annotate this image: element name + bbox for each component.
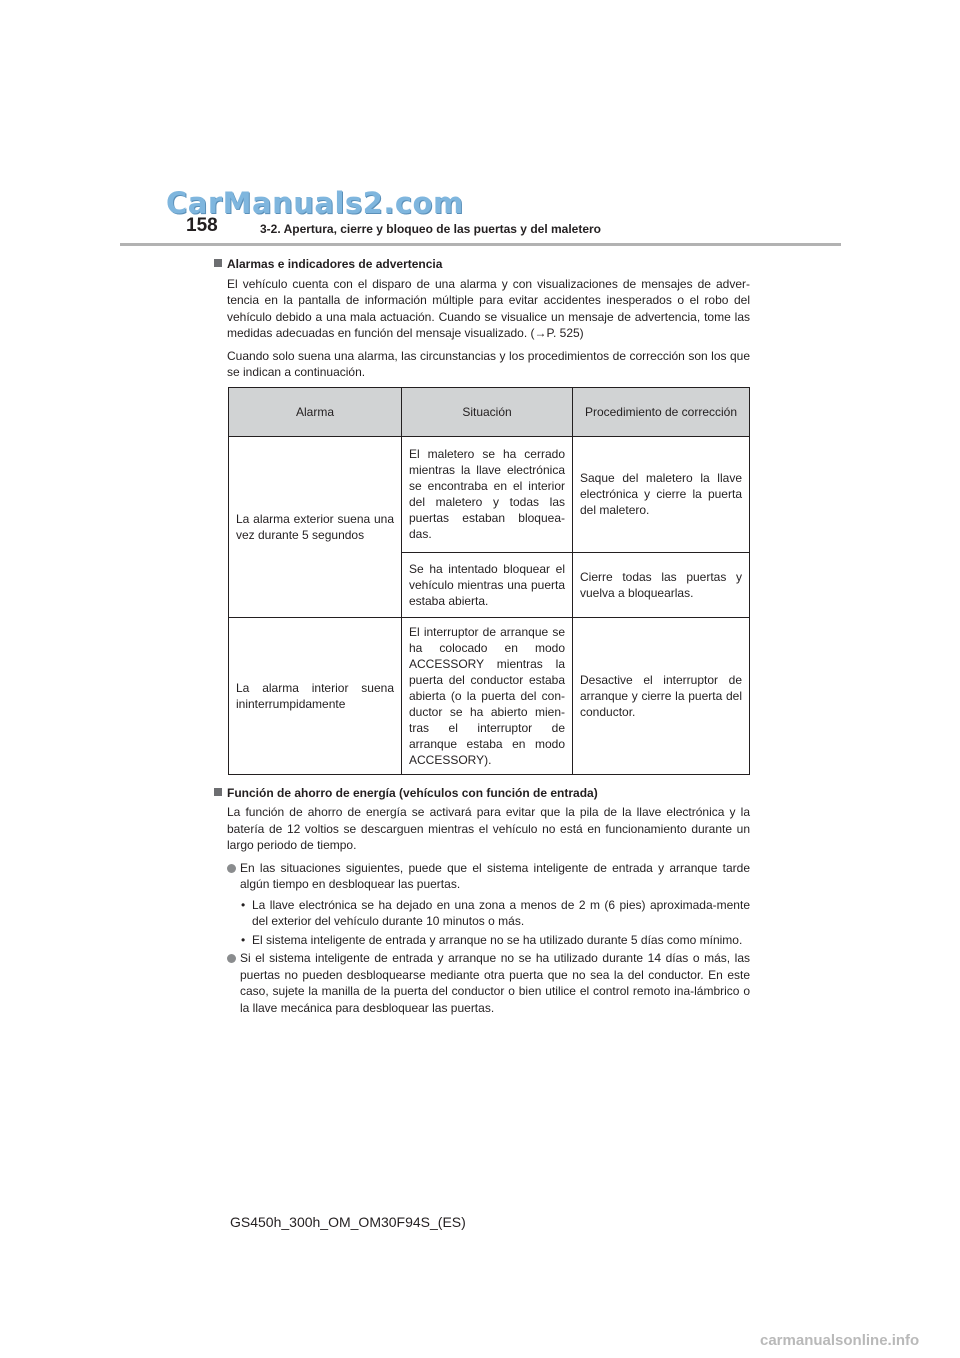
energy-paragraph-1: La función de ahorro de energía se activará para evitar que la pila de la llave electrónica y la batería de 12 voltios se descarguen mientras el vehículo no está en funcionamiento durante un largo periodo de tiempo.	[227, 805, 750, 852]
energy-bullet-1: En las situaciones siguientes, puede que el sistema inteligente de entrada y arranque tarde algún tiempo en desbloquear las puertas.	[240, 860, 750, 891]
header-situation: Situación	[402, 387, 573, 436]
procedure-cell: Desactive el interruptor de arranque y cierre la puerta del conductor.	[573, 617, 750, 774]
energy-heading-text: Función de ahorro de energía (vehículos con función de entrada)	[227, 785, 598, 800]
energy-subbullet-1: La llave electrónica se ha dejado en una zona a menos de 2 m (6 pies) aproximada-mente del exterior del vehículo durante 10 minutos o más.	[252, 897, 750, 928]
middle-dot-icon: •	[241, 932, 246, 947]
alarms-paragraph-1: El vehículo cuenta con el disparo de una alarma y con visualizaciones de mensajes de adver-tencia en la pantalla de información múltiple para evitar accidentes inesperados o el robo del vehículo debido a una mala actuación. Cuando se visualice un mensaje de advertencia, tome las medidas adecuadas en función del mensaje visualizado. (→P. 525)	[227, 276, 750, 340]
document-code: GS450h_300h_OM_OM30F94S_(ES)	[230, 1214, 466, 1230]
procedure-cell: Cierre todas las puertas y vuelva a bloquearlas.	[573, 552, 750, 617]
header-alarm: Alarma	[229, 387, 402, 436]
alarms-heading	[214, 256, 750, 273]
table-row	[229, 617, 750, 774]
list-item	[214, 950, 750, 1016]
alarm-cell: La alarma interior suena ininterrumpidamente	[229, 617, 402, 774]
energy-heading	[214, 785, 750, 802]
alarm-table	[228, 387, 750, 775]
page-content	[214, 256, 750, 1020]
situation-cell: El interruptor de arranque se ha colocado en modo ACCESSORY mientras la puerta del conductor estaba abierta (o la puerta del con-ductor se ha abierto mien-tras el interruptor de arranque estaba en modo ACCESSORY).	[402, 617, 573, 774]
middle-dot-icon: •	[241, 897, 246, 912]
energy-subbullet-2: El sistema inteligente de entrada y arranque no se ha utilizado durante 5 días como mínimo.	[252, 932, 743, 947]
list-item	[214, 897, 750, 930]
alarms-paragraph-2: Cuando solo suena una alarma, las circunstancias y los procedimientos de corrección son los que se indican a continuación.	[227, 348, 750, 379]
header-procedure: Procedimiento de corrección	[573, 387, 750, 436]
alarms-heading-text: Alarmas e indicadores de advertencia	[227, 257, 443, 271]
table-row	[229, 436, 750, 552]
procedure-cell: Saque del maletero la llave electrónica y cierre la puerta del maletero.	[573, 436, 750, 552]
header-divider	[120, 243, 841, 246]
page-number: 158	[186, 215, 218, 236]
section-title: 3-2. Apertura, cierre y bloqueo de las puertas y del maletero	[260, 222, 602, 236]
energy-bullet-2: Si el sistema inteligente de entrada y arranque no se ha utilizado durante 14 días o más, las puertas no pueden desbloquearse mediante otra puerta que no sea la del conductor. En este caso, sujete la manilla de la puerta del conductor o bien utilice el control remoto ina-lámbrico o la llave mecánica para desbloquear las puertas.	[240, 951, 750, 1015]
alarm-cell: La alarma exterior suena una vez durante 5 segundos	[229, 436, 402, 617]
table-header-row	[229, 387, 750, 436]
carmanualsonline-watermark: carmanualsonline.info	[760, 1332, 920, 1349]
situation-cell: El maletero se ha cerrado mientras la llave electrónica se encontraba en el interior del maletero y todas las puertas estaban bloquea-das.	[402, 436, 573, 552]
list-item	[214, 932, 750, 949]
circle-bullet-icon	[227, 954, 236, 963]
carmanuals-watermark-logo: CarManuals2.com	[166, 186, 464, 220]
list-item	[214, 860, 750, 893]
square-bullet-icon	[214, 259, 222, 267]
square-bullet-icon	[214, 788, 222, 796]
situation-cell: Se ha intentado bloquear el vehículo mientras una puerta estaba abierta.	[402, 552, 573, 617]
circle-bullet-icon	[227, 864, 236, 873]
